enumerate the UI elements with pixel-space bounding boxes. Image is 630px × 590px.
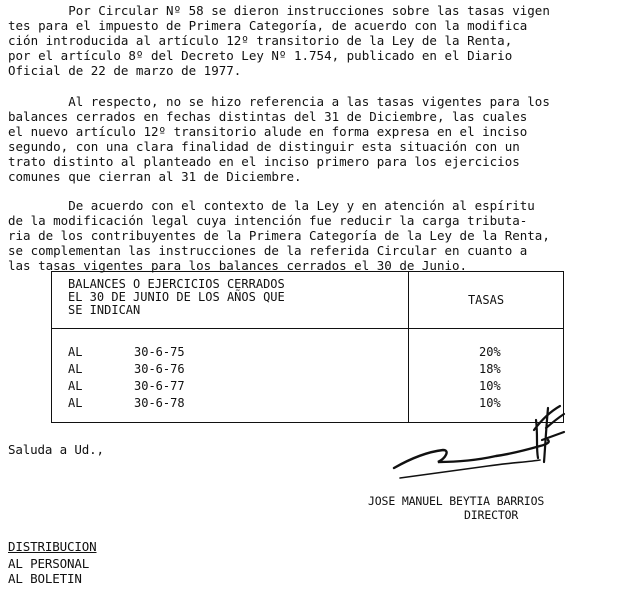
distribution-item: AL BOLETIN: [8, 571, 82, 586]
signature: [388, 400, 588, 495]
p3-line: ria de los contribuyentes de la Primera Categoría de la Ley de la Renta,: [8, 228, 550, 243]
row-date: 30-6-78: [134, 396, 185, 410]
p2-line: balances cerrados en fechas distintas del 31 de Diciembre, las cuales: [8, 109, 528, 124]
p3-line: De acuerdo con el contexto de la Ley y en atención al espíritu: [8, 198, 535, 213]
signature-icon: [388, 400, 588, 495]
row-date: 30-6-75: [134, 345, 185, 359]
signatory-title: DIRECTOR: [464, 508, 519, 522]
distribution-heading: DISTRIBUCION: [8, 539, 97, 554]
p1-line: ción introducida al artículo 12º transitorio de la Ley de la Renta,: [8, 33, 513, 48]
row-date: 30-6-76: [134, 362, 185, 376]
row-prefix: AL: [68, 345, 83, 359]
table-header-rates: TASAS: [409, 272, 564, 329]
table-header-periods: BALANCES O EJERCICIOS CERRADOS EL 30 DE JUNIO DE LOS AÑOS QUE SE INDICAN: [52, 272, 409, 329]
table-header-row: [52, 272, 564, 329]
table-body-left: [52, 329, 409, 423]
p2-line: Al respecto, no se hizo referencia a las tasas vigentes para los: [8, 94, 550, 109]
row-prefix: AL: [68, 379, 83, 393]
p1-line: por el artículo 8º del Decreto Ley Nº 1.754, publicado en el Diario: [8, 48, 513, 63]
p3-line: se complementan las instrucciones de la referida Circular en cuanto a: [8, 243, 528, 258]
row-rate: 20%: [479, 345, 501, 359]
distribution-item: AL PERSONAL: [8, 556, 90, 571]
row-rate: 10%: [479, 396, 501, 410]
p3-line: de la modificación legal cuya intención fue reducir la carga tributa-: [8, 213, 528, 228]
p2-line: trato distinto al planteado en el inciso primero para los ejercicios: [8, 154, 520, 169]
p1-line: Oficial de 22 de marzo de 1977.: [8, 63, 242, 78]
row-prefix: AL: [68, 396, 83, 410]
p1-line: Por Circular Nº 58 se dieron instrucciones sobre las tasas vigen: [8, 3, 550, 18]
row-rate: 10%: [479, 379, 501, 393]
p3-line: las tasas vigentes para los balances cerrados el 30 de Junio.: [8, 258, 468, 273]
p2-line: comunes que cierran al 31 de Diciembre.: [8, 169, 302, 184]
p2-line: segundo, con una clara finalidad de distinguir esta situación con un: [8, 139, 520, 154]
row-rate: 18%: [479, 362, 501, 376]
p2-line: el nuevo artículo 12º transitorio alude en forma expresa en el inciso: [8, 124, 528, 139]
row-date: 30-6-77: [134, 379, 185, 393]
closing-salutation: Saluda a Ud.,: [8, 442, 104, 457]
signatory-name: JOSE MANUEL BEYTIA BARRIOS: [368, 494, 545, 508]
p1-line: tes para el impuesto de Primera Categoría, de acuerdo con la modifica: [8, 18, 528, 33]
row-prefix: AL: [68, 362, 83, 376]
